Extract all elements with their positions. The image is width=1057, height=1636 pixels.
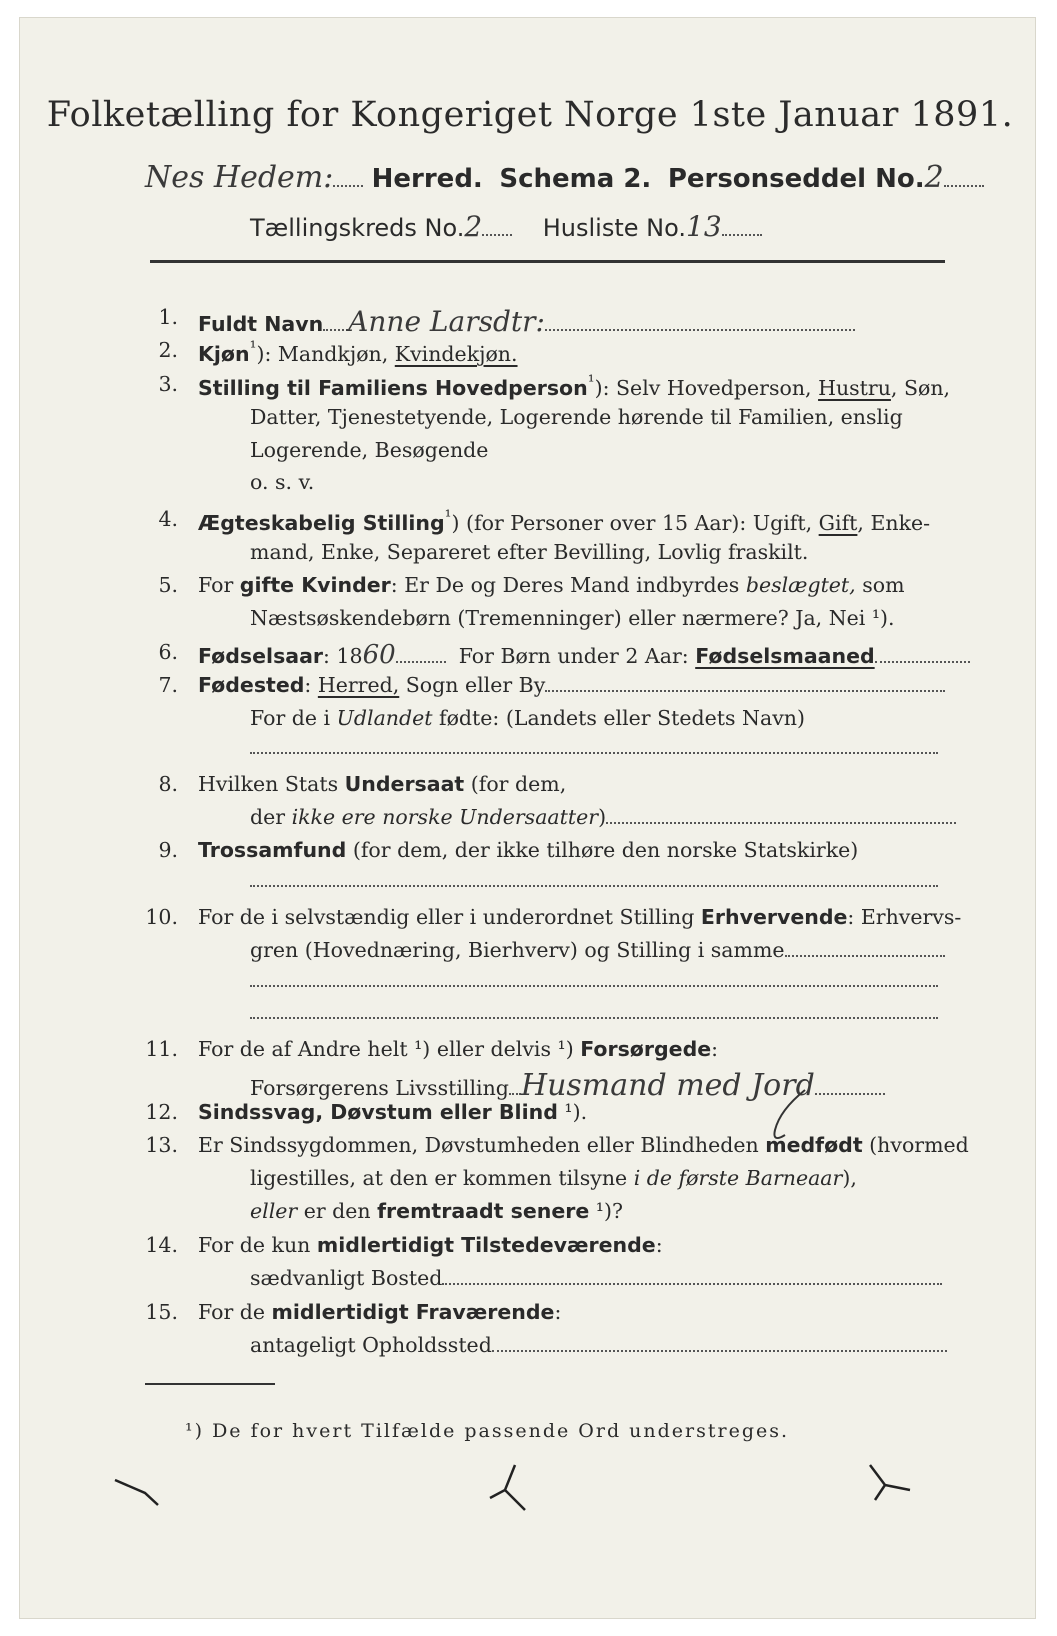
dotted-line xyxy=(442,1283,942,1285)
item-14-row xyxy=(198,1233,663,1257)
text: (for dem, xyxy=(464,772,567,796)
footnote-rule xyxy=(145,1383,275,1385)
footnote-mark: ¹ xyxy=(587,372,595,392)
dotted-line xyxy=(250,985,938,987)
text: er den xyxy=(297,1199,378,1223)
marital-status-selected: Gift xyxy=(818,510,858,535)
header-kreds-row xyxy=(250,210,762,243)
form-title: Folketælling for Kongeriget Norge 1ste Januar 1891. xyxy=(46,95,1014,135)
footnote-mark: ¹ xyxy=(444,507,452,527)
header-herred-row xyxy=(145,160,984,195)
item-number: 13. xyxy=(145,1133,178,1157)
text: For de xyxy=(198,1300,272,1324)
married-women-label: gifte Kvinder xyxy=(239,573,391,597)
supported-label: Forsørgede xyxy=(580,1037,712,1061)
text: ligestilles, at den er kommen tilsyne xyxy=(250,1166,634,1190)
dotted-line xyxy=(606,822,956,824)
text: Er Sindssygdommen, Døvstumheden eller Blindheden xyxy=(198,1133,766,1157)
schema-label: Schema 2. xyxy=(499,164,652,194)
kreds-number: 2 xyxy=(464,210,483,243)
item-9-row xyxy=(198,838,858,862)
item-number: 9. xyxy=(158,838,178,862)
item-15-line-2 xyxy=(250,1333,947,1357)
text-italic: i de første Barneaar xyxy=(633,1166,843,1190)
marital-status-options: ) (for Personer over 15 Aar): Ugift, xyxy=(451,510,819,535)
birthplace-selected: Herred, xyxy=(317,673,400,697)
corner-mark-right xyxy=(865,1460,920,1505)
gender-selected: Kvindekjøn. xyxy=(394,341,518,366)
item-number: 8. xyxy=(158,772,178,796)
item-5-line-2: Næstsøskendebørn (Tremenninger) eller nærmere? Ja, Nei ¹). xyxy=(250,606,895,630)
item-3-line-4: o. s. v. xyxy=(250,470,315,494)
text: (hvormed xyxy=(862,1133,969,1157)
family-position-options: ): Selv Hovedperson, xyxy=(594,375,819,400)
text: ¹)? xyxy=(589,1199,623,1223)
item-3-line-3: Logerende, Besøgende xyxy=(250,438,489,462)
text-italic: eller xyxy=(250,1199,298,1223)
item-8-row xyxy=(198,772,566,796)
birth-month-label: Fødselsmaaned xyxy=(695,644,875,668)
disability-label: Sindssvag, Døvstum eller Blind xyxy=(198,1100,558,1124)
birthplace-label: Fødested xyxy=(198,673,305,697)
occupation-label: Erhvervende xyxy=(700,905,848,929)
item-8-line-2 xyxy=(250,805,956,829)
item-7-line-2 xyxy=(250,706,805,730)
item-14-line-2 xyxy=(250,1266,942,1290)
family-position-options: , Søn, xyxy=(890,375,951,400)
dotted-line xyxy=(875,661,970,663)
text: For de kun xyxy=(198,1233,317,1257)
footnote-mark: ¹ xyxy=(249,338,257,358)
dotted-line xyxy=(333,185,363,187)
item-13-line-3 xyxy=(250,1199,623,1223)
item-4-line-2: mand, Enke, Separeret efter Bevilling, Lovlig fraskilt. xyxy=(250,540,809,564)
item-number: 10. xyxy=(145,905,178,929)
text: ¹). xyxy=(557,1100,588,1124)
text-italic: beslægtet, xyxy=(745,573,856,597)
header-rule xyxy=(150,260,945,263)
item-number: 15. xyxy=(145,1300,178,1324)
item-number: 1. xyxy=(158,305,178,329)
marital-status-label: Ægteskabelig Stilling xyxy=(198,510,445,535)
dotted-line xyxy=(545,329,855,331)
text-italic: ikke ere norske Undersaatter xyxy=(291,805,599,829)
dotted-line xyxy=(545,690,945,692)
item-7-row xyxy=(198,673,945,697)
dotted-line xyxy=(323,329,348,331)
handwriting-flourish xyxy=(760,1085,820,1145)
husliste-number: 13 xyxy=(686,210,722,243)
dotted-line xyxy=(250,885,938,887)
item-6-row xyxy=(198,640,970,670)
family-position-label: Stilling til Familiens Hovedperson xyxy=(198,375,588,400)
item-3-line-2: Datter, Tjenestetyende, Logerende hørende til Familien, enslig xyxy=(250,405,903,429)
personseddel-number: 2 xyxy=(924,160,944,195)
item-number: 7. xyxy=(158,673,178,697)
text: : xyxy=(655,1233,663,1257)
text: Sogn eller By xyxy=(399,673,546,697)
item-number: 12. xyxy=(145,1100,178,1124)
dotted-line xyxy=(785,955,945,957)
full-name-value: Anne Larsdtr: xyxy=(348,305,545,338)
item-number: 14. xyxy=(145,1233,178,1257)
item-5-row xyxy=(198,573,905,597)
text: ), xyxy=(842,1166,857,1190)
item-number: 4. xyxy=(158,507,178,531)
kreds-label: Tællingskreds No. xyxy=(250,214,465,242)
corner-mark-center xyxy=(485,1460,535,1515)
item-10-row xyxy=(198,905,961,929)
dotted-line xyxy=(509,1093,521,1095)
birth-year-label: Fødselsaar xyxy=(198,644,324,668)
citizenship-label: Undersaat xyxy=(344,772,465,796)
text: (for dem, der ikke tilhøre den norske Statskirke) xyxy=(346,838,859,862)
text: antageligt Opholdssted xyxy=(250,1333,492,1357)
item-13-row xyxy=(198,1133,969,1157)
item-15-row xyxy=(198,1300,561,1324)
item-11-row xyxy=(198,1037,718,1061)
item-2-row xyxy=(198,338,518,366)
text: sædvanligt Bosted xyxy=(250,1266,443,1290)
item-number: 3. xyxy=(158,372,178,396)
dotted-line xyxy=(482,234,512,236)
text: : Erhvervs- xyxy=(847,905,962,929)
gender-label: Kjøn xyxy=(198,341,250,366)
item-13-line-2 xyxy=(250,1166,857,1190)
personseddel-label: Personseddel No. xyxy=(667,164,925,194)
text: fødte: (Landets eller Stedets Navn) xyxy=(432,706,805,730)
text: gren (Hovednæring, Bierhverv) og Stilling i samme xyxy=(250,938,785,962)
acquired-later-label: fremtraadt senere xyxy=(377,1199,590,1223)
family-position-selected: Hustru xyxy=(818,375,891,400)
gender-options: ): Mandkjøn, xyxy=(256,341,395,366)
text: : Er De og Deres Mand indbyrdes xyxy=(390,573,746,597)
item-number: 2. xyxy=(158,338,178,362)
text: : xyxy=(554,1300,562,1324)
dotted-line xyxy=(250,1017,938,1019)
item-1-row xyxy=(198,305,855,338)
text: ) xyxy=(598,805,607,829)
text: For de i xyxy=(250,706,337,730)
husliste-label: Husliste No. xyxy=(542,214,686,242)
text: Hvilken Stats xyxy=(198,772,345,796)
text: : xyxy=(304,673,318,697)
item-12-row xyxy=(198,1100,587,1124)
item-number: 11. xyxy=(145,1037,178,1061)
text: : xyxy=(711,1037,719,1061)
text: For xyxy=(198,573,240,597)
full-name-label: Fuldt Navn xyxy=(198,312,324,336)
provider-occupation-value: Husmand med Jord xyxy=(520,1068,815,1103)
item-4-row xyxy=(198,507,930,535)
birth-year-value: 60 xyxy=(362,640,396,670)
dotted-line xyxy=(815,1093,885,1095)
text: der xyxy=(250,805,292,829)
item-number: 5. xyxy=(158,573,178,597)
dotted-line xyxy=(944,185,984,187)
dotted-line xyxy=(492,1350,947,1352)
marital-status-options: , Enke- xyxy=(857,510,931,535)
religion-label: Trossamfund xyxy=(198,838,347,862)
item-10-line-2 xyxy=(250,938,945,962)
herred-handwritten: Nes Hedem: xyxy=(145,160,334,195)
text: For de i selvstændig eller i underordnet Stilling xyxy=(198,905,701,929)
temporarily-absent-label: midlertidigt Fraværende xyxy=(271,1300,555,1324)
dotted-line xyxy=(396,661,446,663)
dotted-line xyxy=(722,234,762,236)
text: For de af Andre helt ¹) eller delvis ¹) xyxy=(198,1037,581,1061)
text-italic: Udlandet xyxy=(336,706,433,730)
text: For Børn under 2 Aar: xyxy=(458,644,696,668)
dotted-line xyxy=(250,752,938,754)
item-3-row xyxy=(198,372,950,400)
temporarily-present-label: midlertidigt Tilstedeværende xyxy=(316,1233,656,1257)
herred-label: Herred. xyxy=(371,164,483,194)
text: som xyxy=(855,573,905,597)
text: Forsørgerens Livsstilling xyxy=(250,1076,509,1100)
footnote: ¹) De for hvert Tilfælde passende Ord understreges. xyxy=(185,1420,790,1442)
corner-mark-left xyxy=(110,1475,165,1510)
item-number: 6. xyxy=(158,640,178,664)
congenital-label: medfødt xyxy=(765,1133,863,1157)
text: : 18 xyxy=(323,644,363,668)
